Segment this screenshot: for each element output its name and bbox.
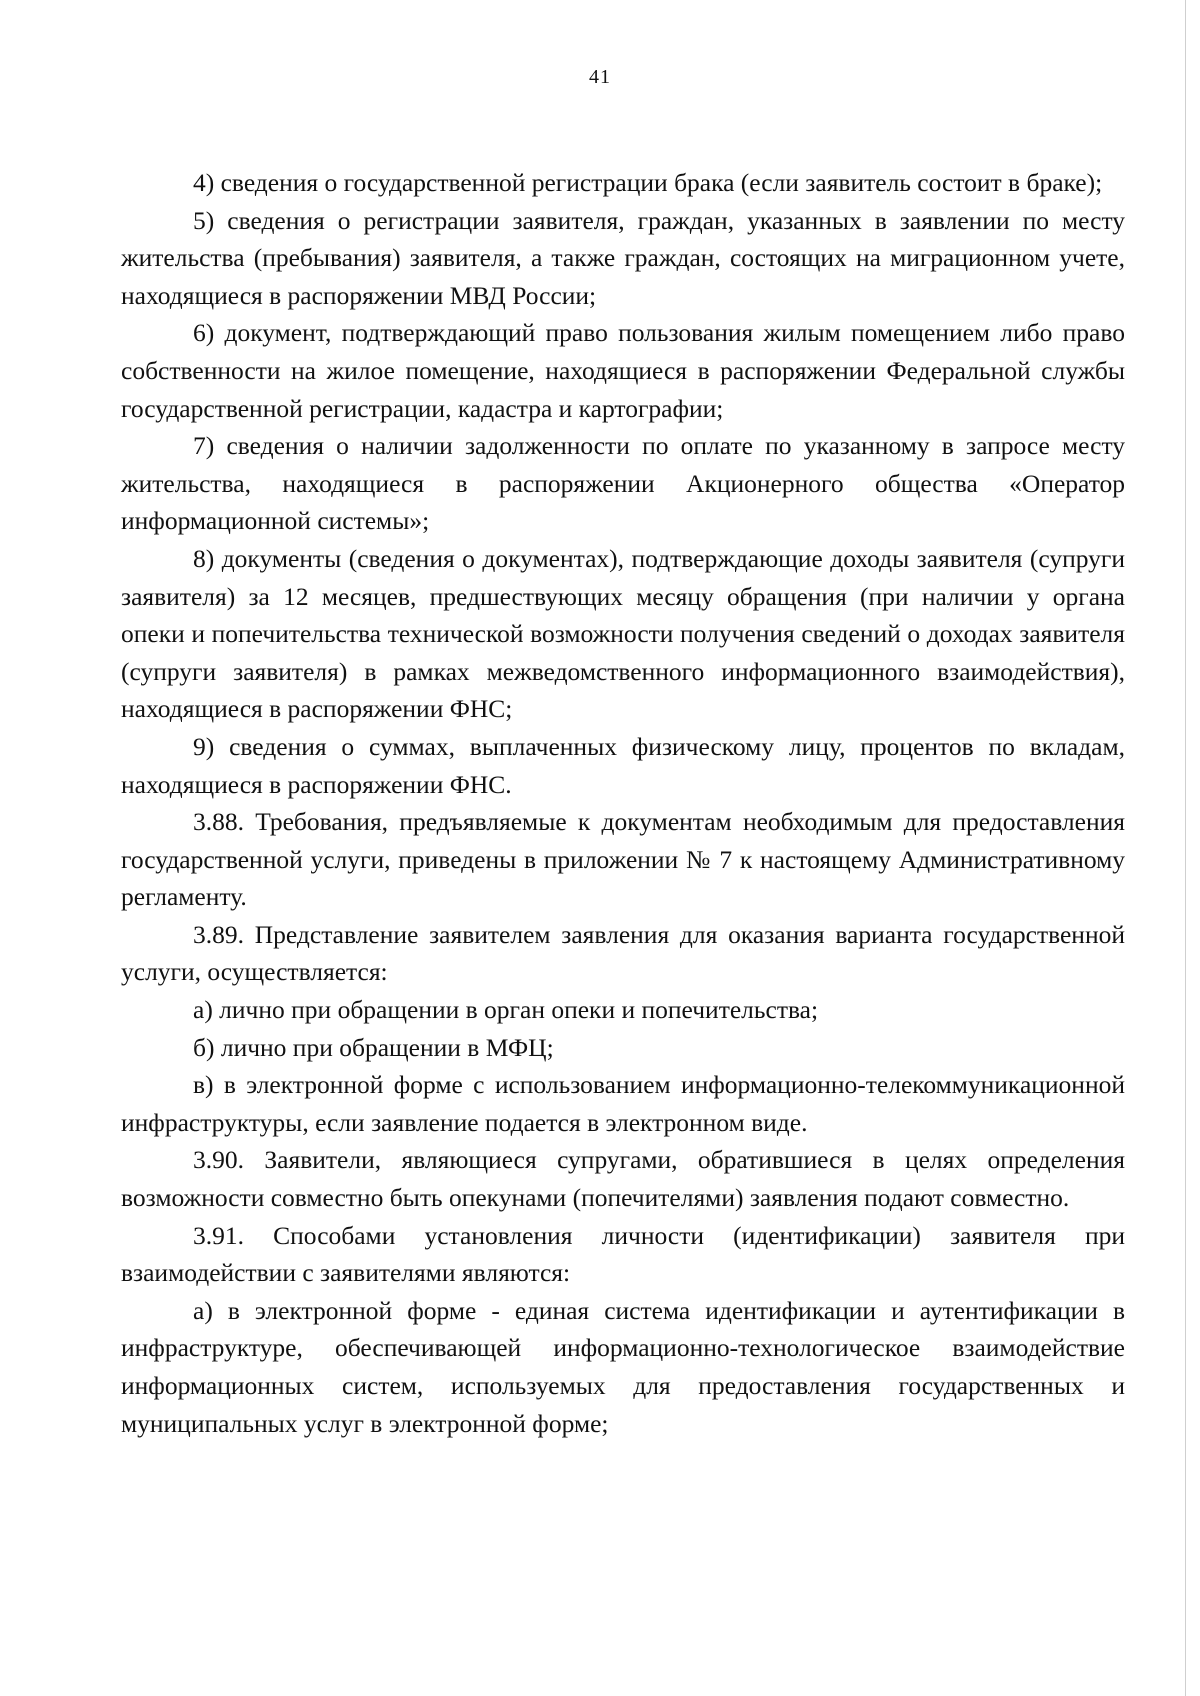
paragraph-item-8: 8) документы (сведения о документах), подтверждающие доходы заявителя (супруги заявителя) за 12 месяцев, предшествующих месяцу обращения (при наличии у органа опеки и попечительства технической возможности получения сведений о доходах заявителя (супруги заявителя) в рамках межведомственного информационного взаимодействия), находящиеся в распоряжении ФНС; [121, 543, 1125, 724]
paragraph-item-4: 4) сведения о государственной регистрации брака (если заявитель состоит в браке); [193, 168, 1103, 197]
paragraph-3-89-v: в) в электронной форме с использованием информационно-телекоммуникационной инфраструктуры, если заявление подается в электронном виде. [121, 1070, 1125, 1137]
paragraph-3-90: 3.90. Заявители, являющиеся супругами, обратившиеся в целях определения возможности совместно быть опекунами (попечителями) заявления подают совместно. [121, 1145, 1125, 1213]
paragraph-item-6: 6) документ, подтверждающий право пользования жилым помещением либо право собственности на жилое помещение, находящиеся в распоряжении Федеральной службы государственной регистрации, кадастра и картографии; [121, 318, 1125, 423]
paragraph-item-5: 5) сведения о регистрации заявителя, граждан, указанных в заявлении по месту жительства (пребывания) заявителя, а также граждан, состоящих на миграционном учете, находящиеся в распоряжении МВД России; [121, 205, 1125, 310]
paragraph-3-89-b: б) лично при обращении в МФЦ; [193, 1032, 554, 1062]
paragraph-3-89: 3.89. Представление заявителем заявления для оказания варианта государственной услуги, осуществляется: [121, 919, 1125, 987]
paragraph-3-88: 3.88. Требования, предъявляемые к документам необходимым для предоставления государственной услуги, приведены в приложении № 7 к настоящему Административному регламенту. [121, 807, 1125, 912]
page-number: 41 [589, 66, 611, 88]
paragraph-3-91-a: а) в электронной форме - единая система идентификации и аутентификации в инфраструктуре, обеспечивающей информационно-технологическое взаимодействие информационных систем, используемых для предоставления государственных и муниципальных услуг в электронной форме; [121, 1295, 1125, 1438]
page-edge-line [1185, 0, 1186, 1696]
paragraph-item-9: 9) сведения о суммах, выплаченных физическому лицу, процентов по вкладам, находящиеся в распоряжении ФНС. [121, 731, 1125, 799]
paragraph-3-89-a: а) лично при обращении в орган опеки и попечительства; [193, 995, 819, 1025]
document-body [121, 164, 1125, 1442]
paragraph-3-91: 3.91. Способами установления личности (идентификации) заявителя при взаимодействии с заявителями являются: [121, 1220, 1125, 1288]
paragraph-item-7: 7) сведения о наличии задолженности по оплате по указанному в запросе месту жительства, находящиеся в распоряжении Акционерного общества «Оператор информационной системы»; [121, 431, 1125, 536]
